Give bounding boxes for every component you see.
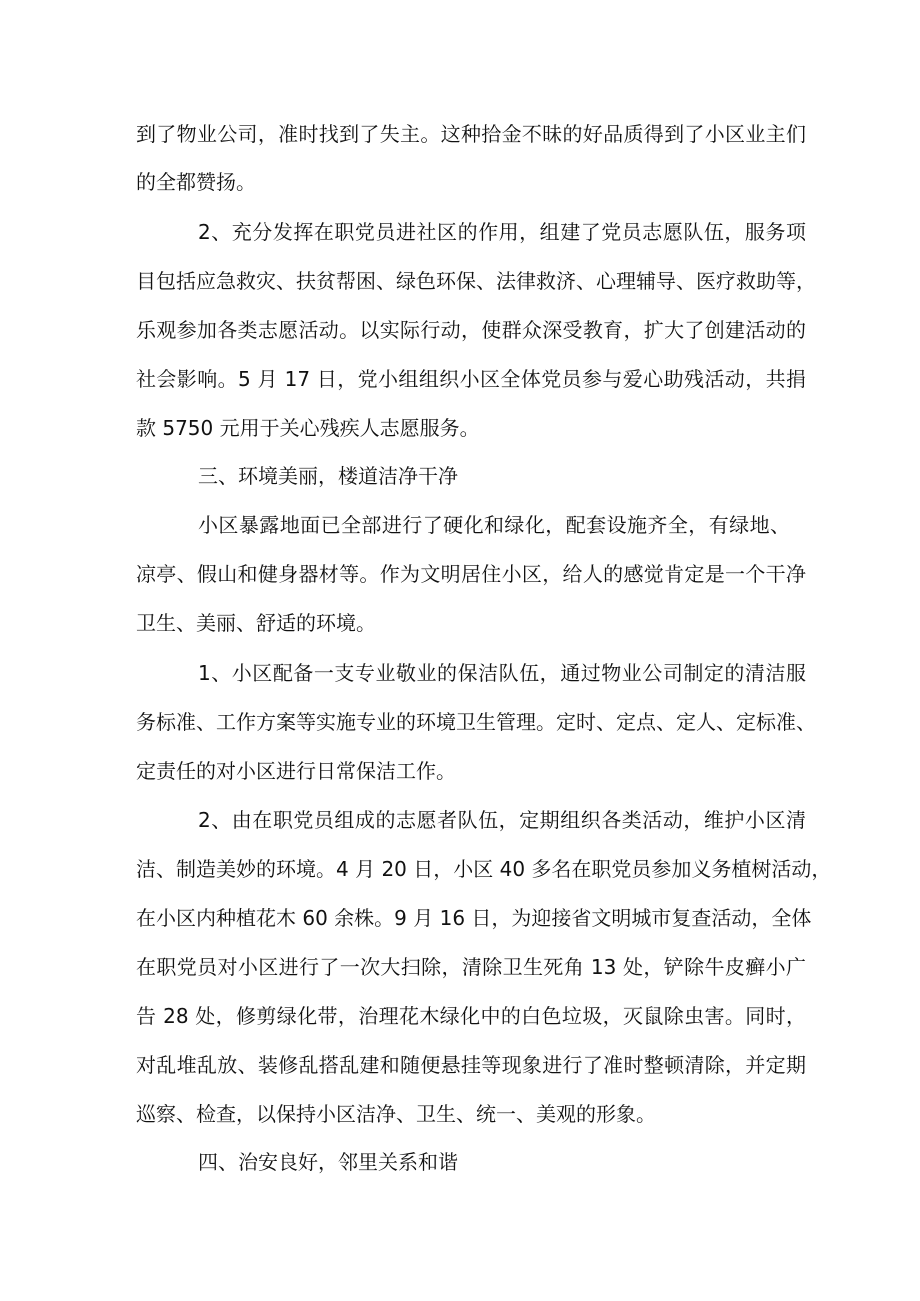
text-line: 2、由在职党员组成的志愿者队伍，定期组织各类活动，维护小区清 xyxy=(198,808,806,832)
text-line: 卫生、美丽、舒适的环境。 xyxy=(136,611,376,635)
section-heading: 四、治安良好，邻里关系和谐 xyxy=(198,1150,458,1174)
text-line: 巡察、检查，以保持小区洁净、卫生、统一、美观的形象。 xyxy=(136,1102,656,1126)
text-line: 对乱堆乱放、装修乱搭乱建和随便悬挂等现象进行了准时整顿清除，并定期 xyxy=(136,1053,806,1077)
section-heading: 三、环境美丽，楼道洁净干净 xyxy=(198,464,458,488)
text-line: 目包括应急救灾、扶贫帮困、绿色环保、法律救济、心理辅导、医疗救助等， xyxy=(136,269,816,293)
text-line: 务标准、工作方案等实施专业的环境卫生管理。定时、定点、定人、定标准、 xyxy=(136,710,816,734)
text-line: 小区暴露地面已全部进行了硬化和绿化，配套设施齐全，有绿地、 xyxy=(198,513,790,537)
text-line: 的全都赞扬。 xyxy=(136,170,256,194)
text-line: 告 28 处，修剪绿化带，治理花木绿化中的白色垃圾，灭鼠除虫害。同时， xyxy=(136,1004,806,1028)
text-line: 社会影响。5 月 17 日，党小组组织小区全体党员参与爱心助残活动，共捐 xyxy=(136,367,806,391)
text-line: 2、充分发挥在职党员进社区的作用，组建了党员志愿队伍，服务项 xyxy=(198,220,806,244)
text-line: 在小区内种植花木 60 余株。9 月 16 日，为迎接省文明城市复查活动，全体 xyxy=(136,906,812,930)
text-line: 洁、制造美妙的环境。4 月 20 日，小区 40 多名在职党员参加义务植树活动， xyxy=(136,857,832,881)
text-line: 1、小区配备一支专业敬业的保洁队伍，通过物业公司制定的清洁服 xyxy=(198,661,806,685)
text-line: 定责任的对小区进行日常保洁工作。 xyxy=(136,759,456,783)
text-line: 凉亭、假山和健身器材等。作为文明居住小区，给人的感觉肯定是一个干净 xyxy=(136,562,806,586)
text-line: 到了物业公司，准时找到了失主。这种拾金不昧的好品质得到了小区业主们 xyxy=(136,122,806,146)
text-line: 款 5750 元用于关心残疾人志愿服务。 xyxy=(136,416,480,440)
text-line: 乐观参加各类志愿活动。以实际行动，使群众深受教育，扩大了创建活动的 xyxy=(136,318,806,342)
text-line: 在职党员对小区进行了一次大扫除，清除卫生死角 13 处，铲除牛皮癣小广 xyxy=(136,955,806,979)
